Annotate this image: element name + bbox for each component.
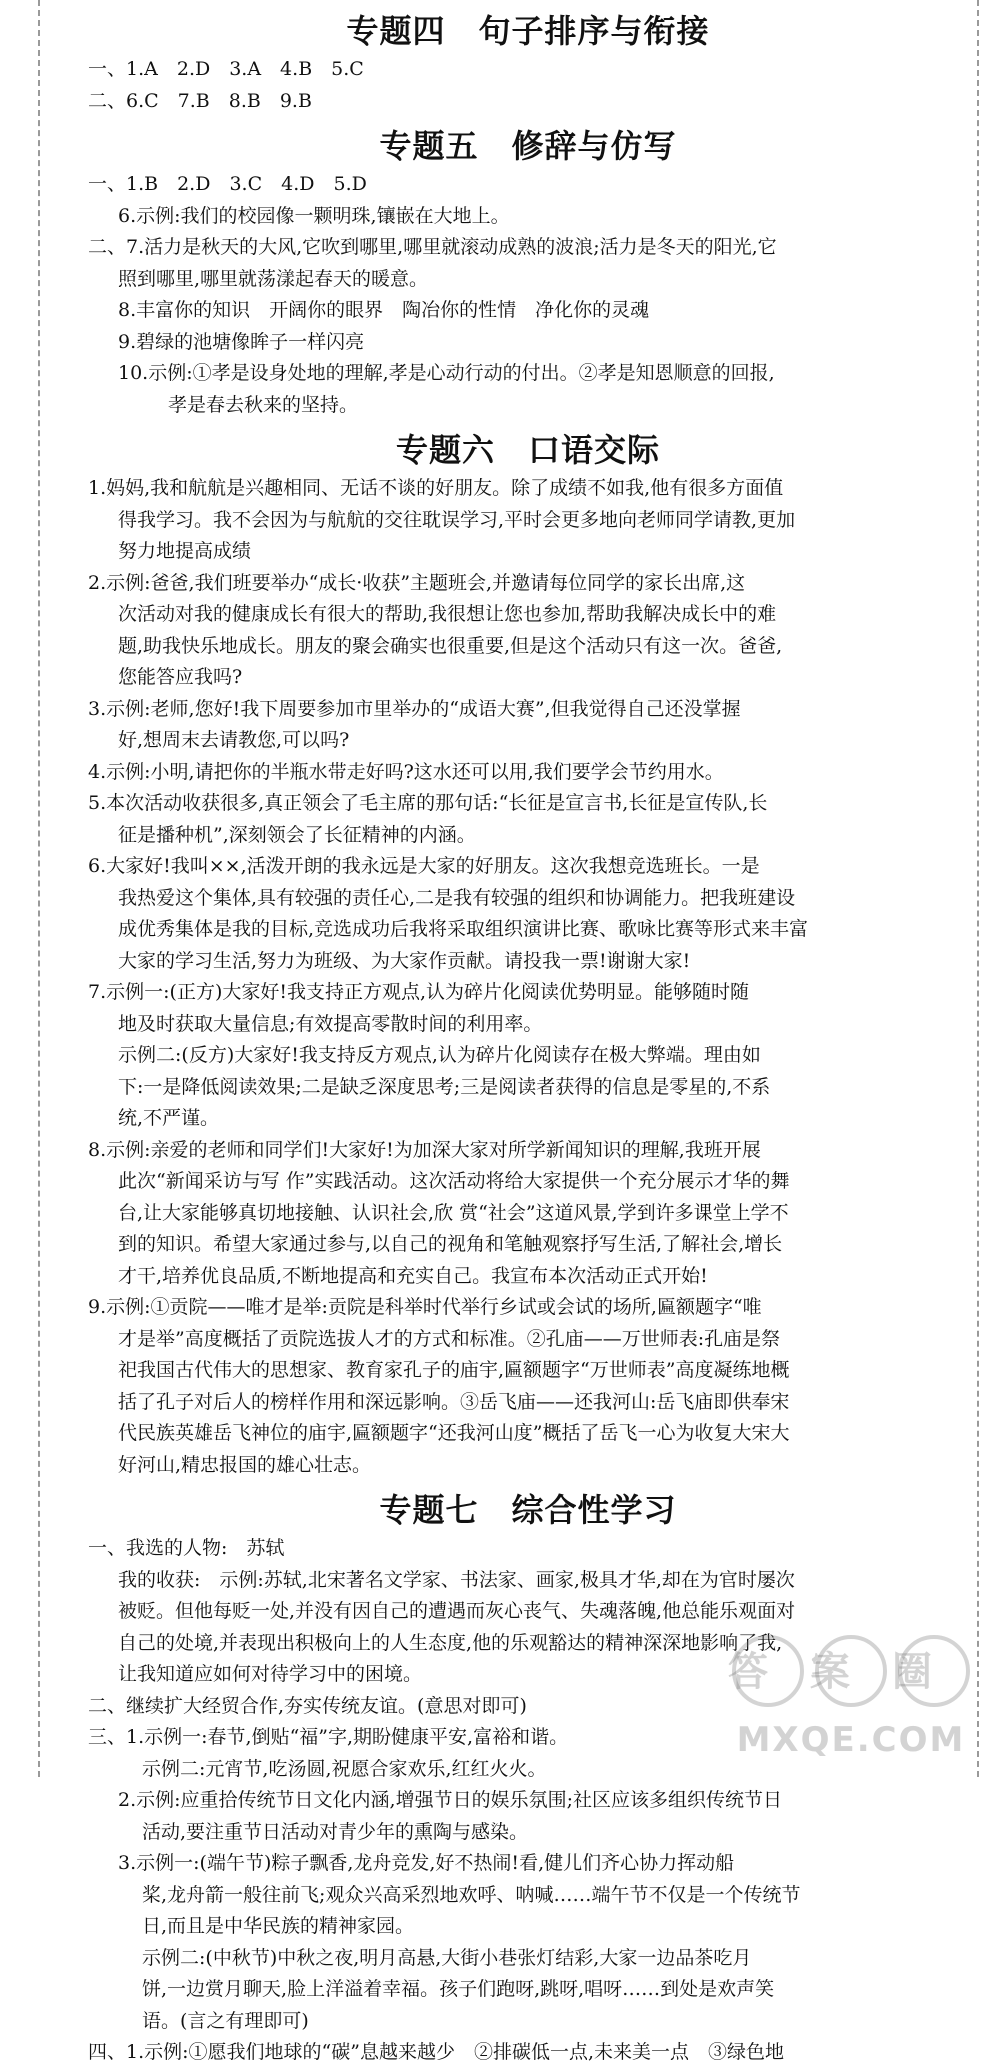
s7-line: 二、继续扩大经贸合作,夯实传统友谊。(意思对即可) (88, 1694, 527, 1717)
s7-line: 一、我选的人物: 苏轼 (88, 1537, 285, 1559)
section-4-title: 专题四 句子排序与衔接 (346, 12, 710, 50)
s6-line: 括了孔子对后人的榜样作用和深远影响。③岳飞庙——还我河山:岳飞庙即供奉宋 (118, 1390, 790, 1413)
s6-line: 才干,培养优良品质,不断地提高和充实自己。我宣布本次活动正式开始! (118, 1264, 708, 1287)
s7-line: 自己的处境,并表现出积极向上的人生态度,他的乐观豁达的精神深深地影响了我, (118, 1631, 783, 1654)
s6-line: 此次“新闻采访与写 作”实践活动。这次活动将给大家提供一个充分展示才华的舞 (118, 1170, 790, 1192)
s6-line: 您能答应我吗? (118, 666, 243, 688)
s7-line: 被贬。但他每贬一处,并没有因自己的遭遇而灰心丧气、失魂落魄,他总能乐观面对 (118, 1600, 796, 1622)
s6-line: 1.妈妈,我和航航是兴趣相同、无话不谈的好朋友。除了成绩不如我,他有很多方面值 (88, 477, 784, 499)
s7-line: 我的收获: 示例:苏轼,北宋著名文学家、书法家、画家,极具才华,却在为官时屡次 (118, 1568, 795, 1591)
s5-line: 9.碧绿的池塘像眸子一样闪亮 (118, 330, 365, 353)
s6-line: 祀我国古代伟大的思想家、教育家孔子的庙宇,匾额题字“万世师表”高度凝练地概 (118, 1359, 790, 1381)
s6-line: 到的知识。希望大家通过参与,以自己的视角和笔触观察抒写生活,了解社会,增长 (118, 1233, 783, 1255)
s6-line: 4.示例:小明,请把你的半瓶水带走好吗?这水还可以用,我们要学会节约用水。 (88, 760, 724, 783)
s6-line: 2.示例:爸爸,我们班要举办“成长·收获”主题班会,并邀请每位同学的家长出席,这 (88, 571, 746, 594)
s6-line: 我热爱这个集体,具有较强的责任心,二是我有较强的组织和协调能力。把我班建设 (118, 886, 796, 909)
s7-line: 饼,一边赏月聊天,脸上洋溢着幸福。孩子们跑呀,跳呀,唱呀……到处是欢声笑 (142, 1978, 775, 2000)
answer-page (88, 8, 968, 2069)
s7-line: 桨,龙舟箭一般往前飞;观众兴高采烈地欢呼、呐喊……端午节不仅是一个传统节 (142, 1883, 801, 1906)
s7-line: 三、1.示例一:春节,倒贴“福”字,期盼健康平安,富裕和谐。 (88, 1726, 569, 1748)
s6-line: 次活动对我的健康成长有很大的帮助,我很想让您也参加,帮助我解决成长中的难 (118, 603, 777, 625)
watermark-url: MXQE.COM (736, 1720, 966, 1760)
s6-line: 得我学习。我不会因为与航航的交往耽误学习,平时会更多地向老师同学请教,更加 (118, 508, 796, 531)
s7-line: 让我知道应如何对待学习中的困境。 (118, 1663, 423, 1685)
s7-line: 2.示例:应重拾传统节日文化内涵,增强节日的娱乐氛围;社区应该多组织传统节日 (118, 1789, 782, 1811)
s6-line: 征是播种机”,深刻领会了长征精神的内涵。 (118, 823, 476, 846)
s4-line: 二、6.C 7.B 8.B 9.B (88, 89, 312, 112)
s6-line: 下:一是降低阅读效果;二是缺乏深度思考;三是阅读者获得的信息是零星的,不系 (118, 1075, 771, 1098)
s6-line: 3.示例:老师,您好!我下周要参加市里举办的“成语大赛”,但我觉得自己还没掌握 (88, 697, 741, 720)
s6-line: 成优秀集体是我的目标,竞选成功后我将采取组织演讲比赛、歌咏比赛等形式来丰富 (118, 918, 809, 940)
s7-line: 示例二:(中秋节)中秋之夜,明月高悬,大街小巷张灯结彩,大家一边品茶吃月 (142, 1946, 752, 1969)
s5-line: 照到哪里,哪里就荡漾起春天的暖意。 (118, 267, 429, 290)
s6-line: 代民族英雄岳飞神位的庙宇,匾额题字“还我河山度”概括了岳飞一心为收复大宋大 (118, 1422, 790, 1444)
s6-line: 统,不严谨。 (118, 1107, 220, 1129)
s6-line: 大家的学习生活,努力为班级、为大家作贡献。请投我一票!谢谢大家! (118, 949, 691, 972)
s6-line: 台,让大家能够真切地接触、认识社会,欣 赏“社会”这道风景,学到许多课堂上学不 (118, 1201, 789, 1224)
section-6-title: 专题六 口语交际 (395, 431, 660, 469)
page-border-right (977, 0, 979, 1777)
s5-line: 二、7.活力是秋天的大风,它吹到哪里,哪里就滚动成熟的波浪;活力是冬天的阳光,它 (88, 236, 777, 258)
s7-line: 日,而且是中华民族的精神家园。 (142, 1915, 415, 1937)
s5-line: 10.示例:①孝是设身处地的理解,孝是心动行动的付出。②孝是知恩顺意的回报, (118, 362, 775, 384)
s6-line: 6.大家好!我叫××,活泼开朗的我永远是大家的好朋友。这次我想竞选班长。一是 (88, 855, 760, 877)
s6-line: 9.示例:①贡院——唯才是举:贡院是科举时代举行乡试或会试的场所,匾额题字“唯 (88, 1296, 762, 1318)
s5-line: 一、1.B 2.D 3.C 4.D 5.D (88, 173, 367, 195)
s6-line: 5.本次活动收获很多,真正领会了毛主席的那句话:“长征是宣言书,长征是宣传队,长 (88, 792, 768, 814)
s7-line: 3.示例一:(端午节)粽子飘香,龙舟竞发,好不热闹!看,健儿们齐心协力挥动船 (118, 1852, 735, 1874)
s6-line: 努力地提高成绩 (118, 540, 252, 562)
page-border-left (38, 0, 40, 1777)
section-5-title: 专题五 修辞与仿写 (379, 127, 677, 165)
s6-line: 示例二:(反方)大家好!我支持反方观点,认为碎片化阅读存在极大弊端。理由如 (118, 1044, 761, 1066)
s7-line: 活动,要注重节日活动对青少年的熏陶与感染。 (142, 1820, 529, 1843)
s5-line: 6.示例:我们的校园像一颗明珠,镶嵌在大地上。 (118, 204, 510, 227)
s6-line: 地及时获取大量信息;有效提高零散时间的利用率。 (118, 1012, 543, 1035)
s6-line: 好河山,精忠报国的雄心壮志。 (118, 1453, 372, 1476)
s6-line: 好,想周末去请教您,可以吗? (118, 729, 350, 751)
s5-line: 8.丰富你的知识 开阔你的眼界 陶冶你的性情 净化你的灵魂 (118, 299, 650, 321)
watermark-text: 答案圈 (728, 1649, 974, 1695)
s5-line: 孝是春去秋来的坚持。 (168, 393, 359, 416)
s7-line: 语。(言之有理即可) (142, 2009, 309, 2032)
section-7-title: 专题七 综合性学习 (379, 1491, 677, 1529)
s6-line: 才是举”高度概括了贡院选拔人才的方式和标准。②孔庙——万世师表:孔庙是祭 (118, 1327, 781, 1350)
s4-line: 一、1.A 2.D 3.A 4.B 5.C (88, 58, 364, 80)
s6-line: 8.示例:亲爱的老师和同学们!大家好!为加深大家对所学新闻知识的理解,我班开展 (88, 1138, 761, 1161)
s7-line: 示例二:元宵节,吃汤圆,祝愿合家欢乐,红红火火。 (142, 1757, 547, 1780)
s6-line: 题,助我快乐地成长。朋友的聚会确实也很重要,但是这个活动只有这一次。爸爸, (118, 634, 783, 657)
s6-line: 7.示例一:(正方)大家好!我支持正方观点,认为碎片化阅读优势明显。能够随时随 (88, 981, 750, 1003)
s7-line: 四、1.示例:①愿我们地球的“碳”息越来越少 ②排碳低一点,未来美一点 ③绿色地 (88, 2041, 784, 2063)
